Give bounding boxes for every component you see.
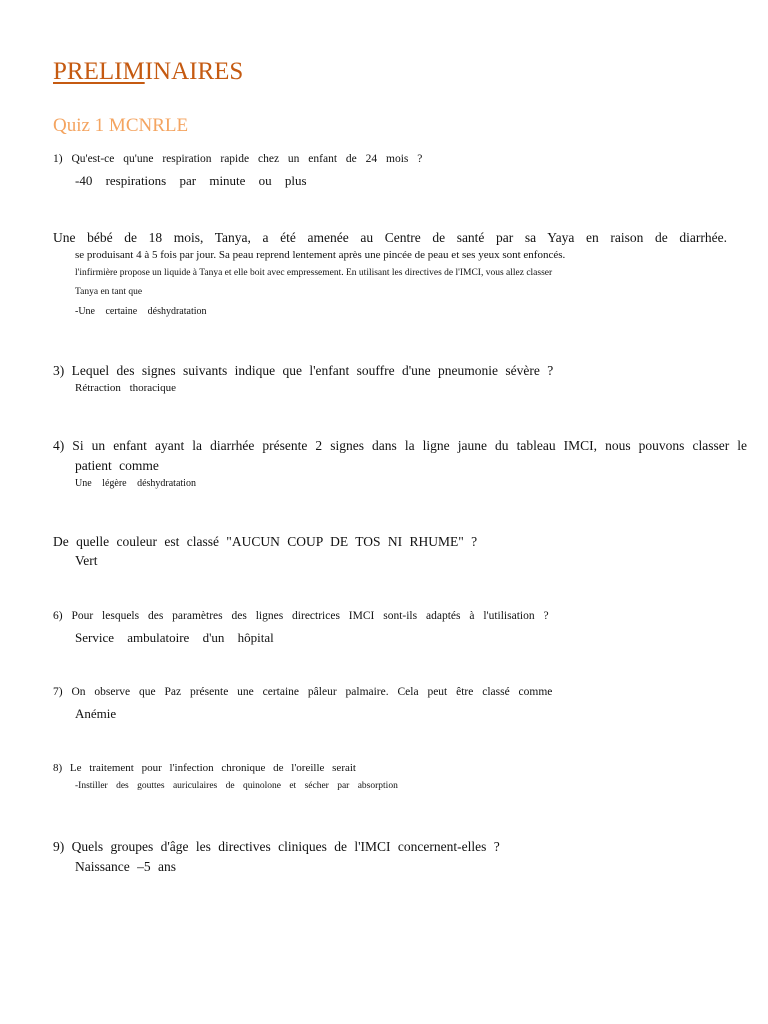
answer-6: Service ambulatoire d'un hôpital — [75, 630, 274, 645]
quiz-subtitle: Quiz 1 MCNRLE — [53, 115, 189, 136]
question-4-continued: patient comme — [75, 458, 159, 473]
page-title-underlined: PRELIM — [53, 58, 145, 85]
question-2-line-1: se produisant 4 à 5 fois par jour. Sa peau reprend lentement après une pincée de peau et ses yeux sont enfoncés. — [75, 249, 566, 261]
question-2-line-2: l'infirmière propose un liquide à Tanya et elle boit avec empressement. En utilisant les directives de l'IMCI, vous allez classer — [75, 268, 553, 278]
question-2-line-3: Tanya en tant que — [75, 287, 143, 297]
answer-9: Naissance –5 ans — [75, 859, 176, 874]
question-5: De quelle couleur est classé "AUCUN COUP DE TOS NI RHUME" ? — [53, 534, 478, 549]
question-4: 4) Si un enfant ayant la diarrhée présente 2 signes dans la ligne jaune du tableau IMCI, nous pouvons classer le — [53, 438, 747, 453]
question-3: 3) Lequel des signes suivants indique que l'enfant souffre d'une pneumonie sévère ? — [53, 363, 554, 378]
answer-4: Une légère déshydratation — [75, 478, 196, 489]
answer-1: -40 respirations par minute ou plus — [75, 173, 307, 188]
question-9: 9) Quels groupes d'âge les directives cliniques de l'IMCI concernent-elles ? — [53, 839, 500, 854]
question-7: 7) On observe que Paz présente une certaine pâleur palmaire. Cela peut être classé comme — [53, 686, 553, 698]
answer-2: -Une certaine déshydratation — [75, 306, 207, 317]
question-1: 1) Qu'est-ce qu'une respiration rapide chez un enfant de 24 mois ? — [53, 153, 423, 165]
question-6: 6) Pour lesquels des paramètres des lignes directrices IMCI sont-ils adaptés à l'utilisation ? — [53, 610, 549, 622]
answer-7: Anémie — [75, 706, 117, 721]
answer-8: -Instiller des gouttes auriculaires de quinolone et sécher par absorption — [75, 781, 398, 791]
answer-3: Rétraction thoracique — [75, 382, 176, 394]
answer-5: Vert — [75, 553, 98, 568]
question-8: 8) Le traitement pour l'infection chronique de l'oreille serait — [53, 762, 356, 774]
page-title-rest: INAIRES — [144, 58, 244, 85]
question-2: Une bébé de 18 mois, Tanya, a été amenée au Centre de santé par sa Yaya en raison de diarrhée. — [53, 230, 727, 245]
page-title — [53, 58, 243, 86]
